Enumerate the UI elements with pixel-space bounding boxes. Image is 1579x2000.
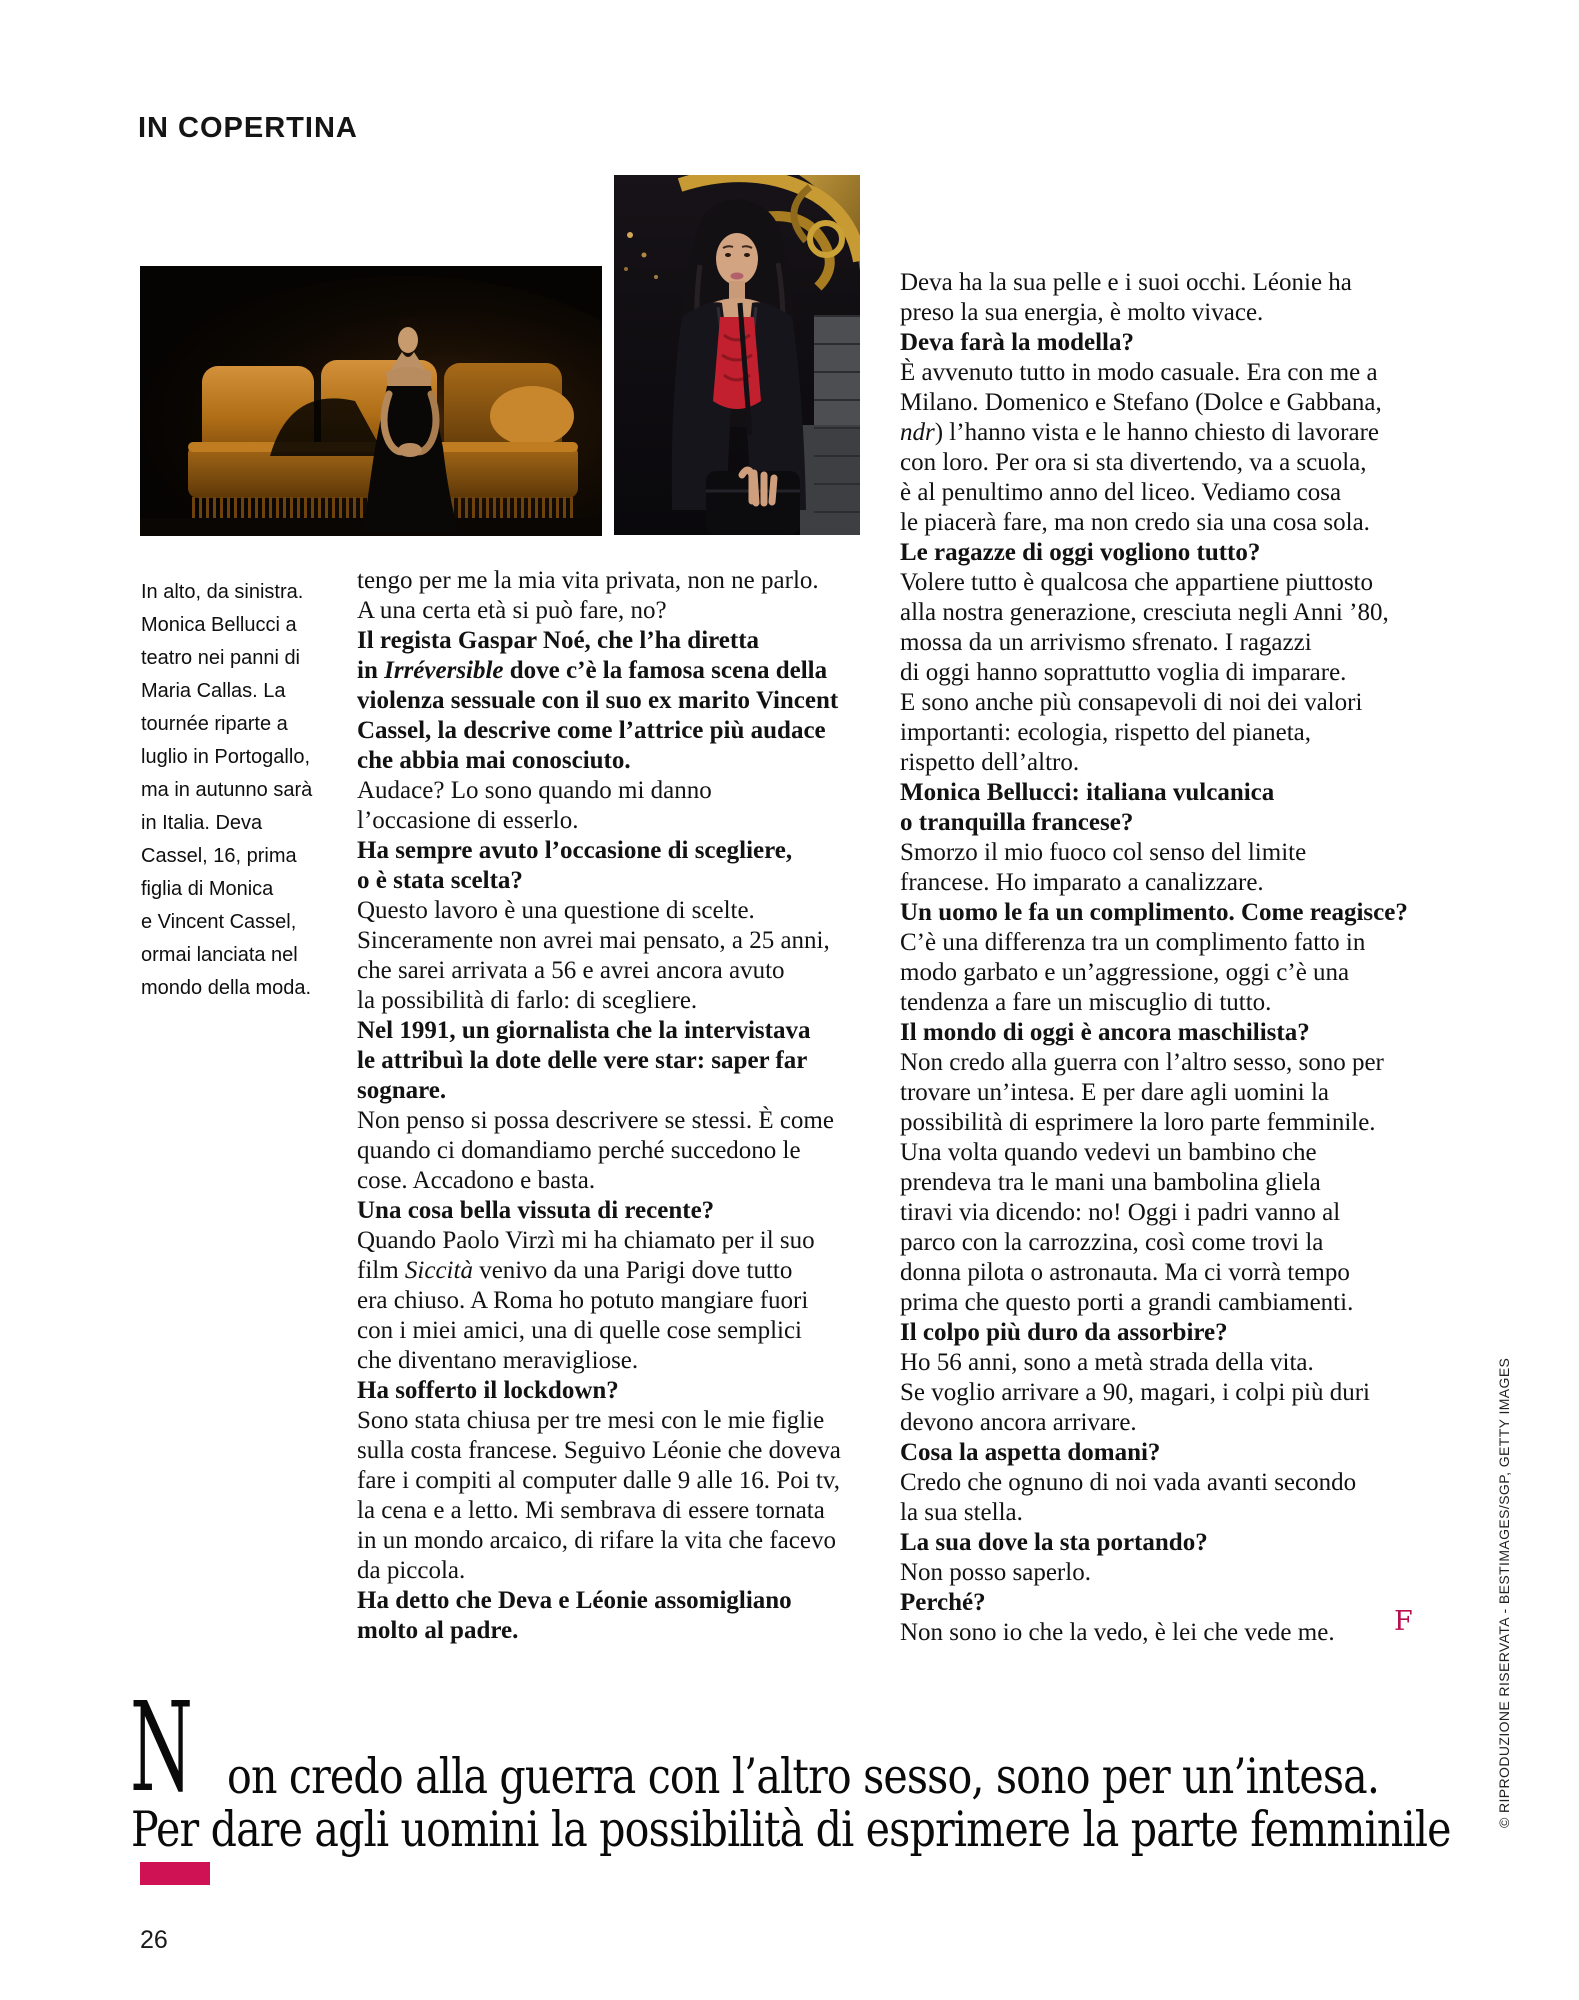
text-line: Il regista Gaspar Noé, che l’ha diretta (357, 627, 760, 654)
text-line: le attribuì la dote delle vere star: saper far (357, 1047, 808, 1074)
text-line: quando ci domandiamo perché succedono le (357, 1137, 801, 1164)
text-line: figlia di Monica (141, 878, 274, 900)
text-line: preso la sua energia, è molto vivace. (900, 299, 1264, 326)
text-line: violenza sessuale con il suo ex marito Vincent (357, 687, 839, 714)
text-line: la sua stella. (900, 1499, 1023, 1526)
text-line: importanti: ecologia, rispetto del pianeta, (900, 719, 1311, 746)
text-line: le piacerà fare, ma non credo sia una cosa sola. (900, 509, 1370, 536)
text-line: prendeva tra le mani una bambolina gliela (900, 1169, 1321, 1196)
text-line: Un uomo le fa un complimento. Come reagisce? (900, 899, 1408, 926)
text-line: Ha detto che Deva e Léonie assomigliano (357, 1587, 792, 1614)
text-line: Se voglio arrivare a 90, magari, i colpi più duri (900, 1379, 1371, 1406)
pull-quote-line-2: Per dare agli uomini la possibilità di esprimere la parte femminile (131, 1801, 1451, 1858)
text-line: Questo lavoro è una questione di scelte. (357, 897, 755, 924)
pull-quote-drop-cap: N (130, 1676, 193, 1820)
text-line: tiravi via dicendo: no! Oggi i padri vanno al (900, 1199, 1341, 1226)
text-line: È avvenuto tutto in modo casuale. Era con me a (900, 359, 1378, 386)
text-line: era chiuso. A Roma ho potuto mangiare fuori (357, 1287, 809, 1314)
text-line: Audace? Lo sono quando mi danno (357, 777, 712, 804)
text-line: o tranquilla francese? (900, 809, 1134, 836)
text-line: Nel 1991, un giornalista che la intervistava (357, 1017, 811, 1044)
text-line: da piccola. (357, 1557, 466, 1584)
text-line: Credo che ognuno di noi vada avanti secondo (900, 1469, 1357, 1496)
text-line: Cosa la aspetta domani? (900, 1439, 1161, 1466)
text-line: o è stata scelta? (357, 867, 523, 894)
text-line: Una volta quando vedevi un bambino che (900, 1139, 1317, 1166)
text-line: E sono anche più consapevoli di noi dei valori (900, 689, 1363, 716)
text-line: con loro. Per ora si sta divertendo, va a scuola, (900, 449, 1367, 476)
text-line: film Siccità venivo da una Parigi dove tutto (357, 1257, 793, 1284)
text-line: Non credo alla guerra con l’altro sesso, sono per (900, 1049, 1384, 1076)
text-line: Perché? (900, 1589, 986, 1616)
text-line: Deva farà la modella? (900, 329, 1134, 356)
photo-caption (141, 576, 341, 1005)
text-line: Smorzo il mio fuoco col senso del limite (900, 839, 1307, 866)
text-line: fare i compiti al computer dalle 9 alle 16. Poi tv, (357, 1467, 840, 1494)
text-line: Non sono io che la vedo, è lei che vede me. (900, 1619, 1335, 1646)
article-column-middle (357, 566, 872, 1646)
text-line: francese. Ho imparato a canalizzare. (900, 869, 1264, 896)
text-line: Sinceramente non avrei mai pensato, a 25 anni, (357, 927, 830, 954)
text-line: Deva ha la sua pelle e i suoi occhi. Léonie ha (900, 269, 1352, 296)
photo-credit: © RIPRODUZIONE RISERVATA - BESTIMAGES/SGP, GETTY IMAGES (1496, 1357, 1512, 1828)
text-line: Ha sofferto il lockdown? (357, 1377, 619, 1404)
text-line: tengo per me la mia vita privata, non ne parlo. (357, 567, 819, 594)
text-line: di oggi hanno soprattutto voglia di imparare. (900, 659, 1347, 686)
text-line: molto al padre. (357, 1617, 519, 1644)
text-line: rispetto dell’altro. (900, 749, 1080, 776)
text-line: l’occasione di esserlo. (357, 807, 579, 834)
photo-deva-cassel-illustration (614, 175, 860, 535)
text-line: luglio in Portogallo, (141, 746, 310, 768)
pull-quote-line-1: on credo alla guerra con l’altro sesso, sono per un’intesa. (227, 1748, 1380, 1805)
text-line: che diventano meravigliose. (357, 1347, 639, 1374)
text-line: che sarei arrivata a 56 e avrei ancora avuto (357, 957, 785, 984)
text-line: Maria Callas. La (141, 680, 286, 702)
text-line: In alto, da sinistra. (141, 581, 304, 603)
text-line: ndr) l’hanno vista e le hanno chiesto di lavorare (900, 419, 1380, 446)
text-line: cose. Accadono e basta. (357, 1167, 596, 1194)
text-line: possibilità di esprimere la loro parte femminile. (900, 1109, 1376, 1136)
text-line: Non posso saperlo. (900, 1559, 1091, 1586)
text-line: prima che questo porti a grandi cambiamenti. (900, 1289, 1354, 1316)
text-line: C’è una differenza tra un complimento fatto in (900, 929, 1366, 956)
photo-monica-bellucci-illustration (140, 266, 602, 536)
text-line: Ha sempre avuto l’occasione di scegliere, (357, 837, 793, 864)
text-line: parco con la carrozzina, così come trovi la (900, 1229, 1324, 1256)
text-line: Una cosa bella vissuta di recente? (357, 1197, 715, 1224)
text-line: mossa da un arrivismo sfrenato. I ragazzi (900, 629, 1312, 656)
text-line: Non penso si possa descrivere se stessi. È come (357, 1107, 834, 1134)
article-column-right (900, 268, 1415, 1648)
text-line: Milano. Domenico e Stefano (Dolce e Gabbana, (900, 389, 1382, 416)
text-line: Quando Paolo Virzì mi ha chiamato per il suo (357, 1227, 815, 1254)
text-line: che abbia mai conosciuto. (357, 747, 631, 774)
text-line: devono ancora arrivare. (900, 1409, 1137, 1436)
text-line: Il mondo di oggi è ancora maschilista? (900, 1019, 1310, 1046)
text-line: è al penultimo anno del liceo. Vediamo cosa (900, 479, 1342, 506)
text-line: tendenza a fare un miscuglio di tutto. (900, 989, 1272, 1016)
text-line: donna pilota o astronauta. Ma ci vorrà tempo (900, 1259, 1350, 1286)
text-line: Ho 56 anni, sono a metà strada della vita. (900, 1349, 1314, 1376)
text-line: la possibilità di farlo: di scegliere. (357, 987, 698, 1014)
text-line: sognare. (357, 1077, 447, 1104)
text-line: alla nostra generazione, cresciuta negli Anni ’80, (900, 599, 1389, 626)
article-end-mark: F (1394, 1606, 1413, 1637)
text-line: e Vincent Cassel, (141, 911, 297, 933)
text-line: La sua dove la sta portando? (900, 1529, 1208, 1556)
text-line: Monica Bellucci a (141, 614, 297, 636)
text-line: la cena e a letto. Mi sembrava di essere tornata (357, 1497, 825, 1524)
text-line: ormai lanciata nel (141, 944, 298, 966)
text-line: teatro nei panni di (141, 647, 301, 669)
text-line: Il colpo più duro da assorbire? (900, 1319, 1228, 1346)
section-kicker: IN COPERTINA (138, 112, 358, 144)
text-line: in Irréversible dove c’è la famosa scena della (357, 657, 828, 684)
accent-rectangle (140, 1862, 210, 1885)
text-line: Monica Bellucci: italiana vulcanica (900, 779, 1275, 806)
text-line: Cassel, la descrive come l’attrice più audace (357, 717, 826, 744)
text-line: Cassel, 16, prima (141, 845, 297, 867)
page-number: 26 (140, 1926, 168, 1954)
text-line: tournée riparte a (141, 713, 288, 735)
text-line: mondo della moda. (141, 977, 312, 999)
text-line: Le ragazze di oggi vogliono tutto? (900, 539, 1261, 566)
text-line: in un mondo arcaico, di rifare la vita che facevo (357, 1527, 836, 1554)
photo-monica-bellucci-theatre (140, 266, 602, 536)
text-line: sulla costa francese. Seguivo Léonie che doveva (357, 1437, 841, 1464)
photo-deva-cassel (614, 175, 860, 535)
text-line: trovare un’intesa. E per dare agli uomini la (900, 1079, 1330, 1106)
text-line: ma in autunno sarà (141, 779, 313, 801)
text-line: in Italia. Deva (141, 812, 263, 834)
text-line: con i miei amici, una di quelle cose semplici (357, 1317, 803, 1344)
text-line: A una certa età si può fare, no? (357, 597, 667, 624)
text-line: Sono stata chiusa per tre mesi con le mie figlie (357, 1407, 825, 1434)
text-line: modo garbato e un’aggressione, oggi c’è una (900, 959, 1350, 986)
text-line: Volere tutto è qualcosa che appartiene piuttosto (900, 569, 1373, 596)
